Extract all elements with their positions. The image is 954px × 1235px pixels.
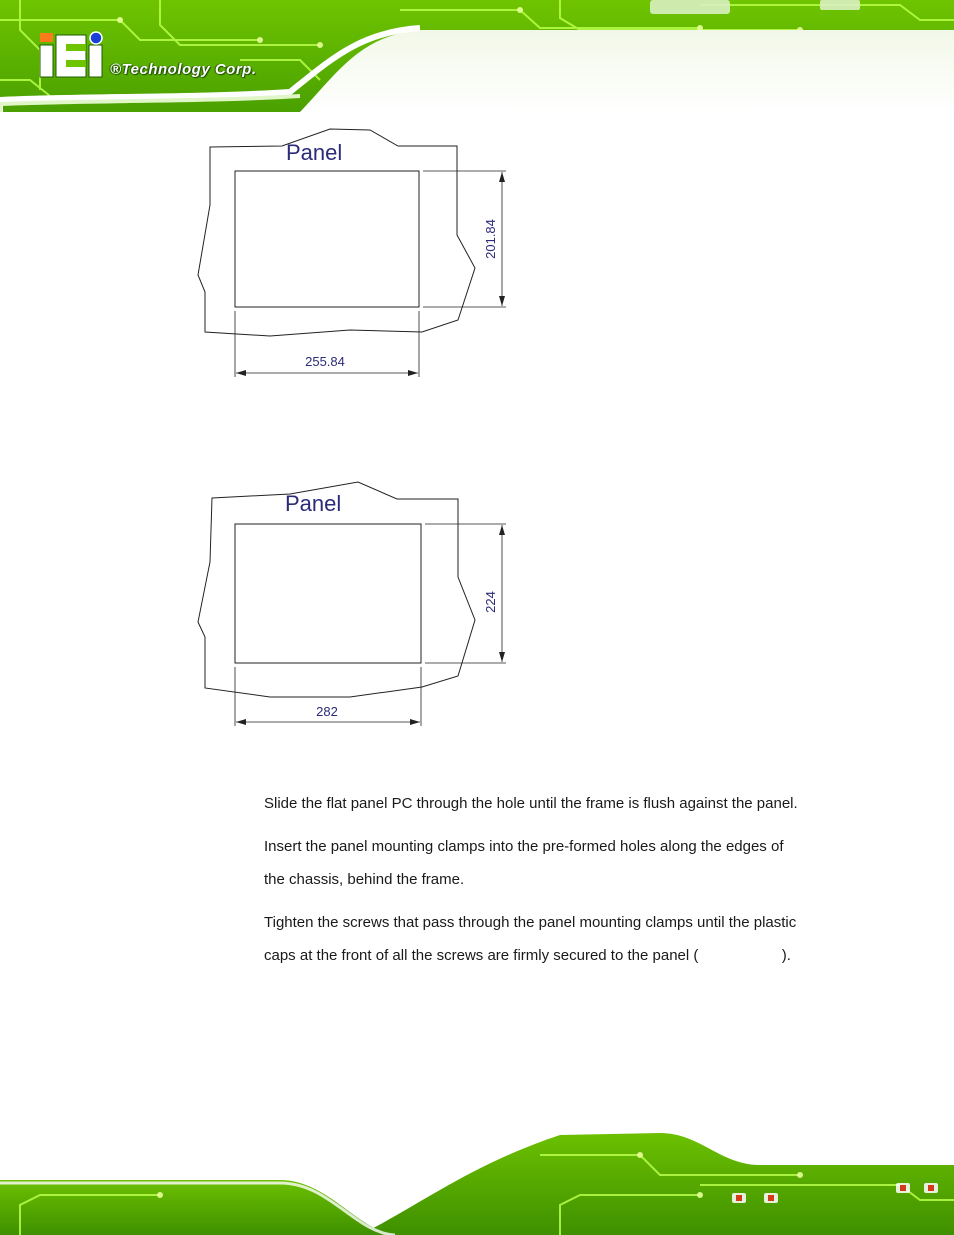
cutout-rectangle <box>235 524 421 663</box>
circuit-board-footer-graphic <box>0 1125 954 1235</box>
step-text-line: the chassis, behind the frame. <box>264 871 465 888</box>
step-text-line: caps at the front of all the screws are firmly secured to the panel ( ). <box>264 947 791 964</box>
panel-label: Panel <box>285 491 342 516</box>
step-insert-clamps <box>264 830 844 896</box>
width-dimension-label: 282 <box>316 704 338 719</box>
step-slide-panel-pc <box>264 787 844 820</box>
height-dimension-label: 224 <box>483 591 498 613</box>
circuit-board-header-graphic <box>0 0 954 112</box>
step-text-line: Slide the flat panel PC through the hole until the frame is flush against the panel. <box>264 795 798 812</box>
company-name: ®Technology Corp. <box>110 61 257 78</box>
cutout-rectangle <box>235 171 419 307</box>
width-dimension-label: 255.84 <box>305 354 345 369</box>
height-dimension-label: 201.84 <box>483 219 498 259</box>
step-text-line: Insert the panel mounting clamps into the pre-formed holes along the edges of <box>264 838 784 855</box>
footer-banner <box>0 1125 954 1235</box>
iei-logo-icon <box>40 32 102 77</box>
header-banner <box>0 0 954 112</box>
step-text-line: Tighten the screws that pass through the panel mounting clamps until the plastic <box>264 914 797 931</box>
panel-cutout-diagram-2 <box>190 472 530 742</box>
step-tighten-screws <box>264 906 844 972</box>
panel-cutout-diagram-1 <box>190 120 530 390</box>
panel-label: Panel <box>286 140 343 165</box>
